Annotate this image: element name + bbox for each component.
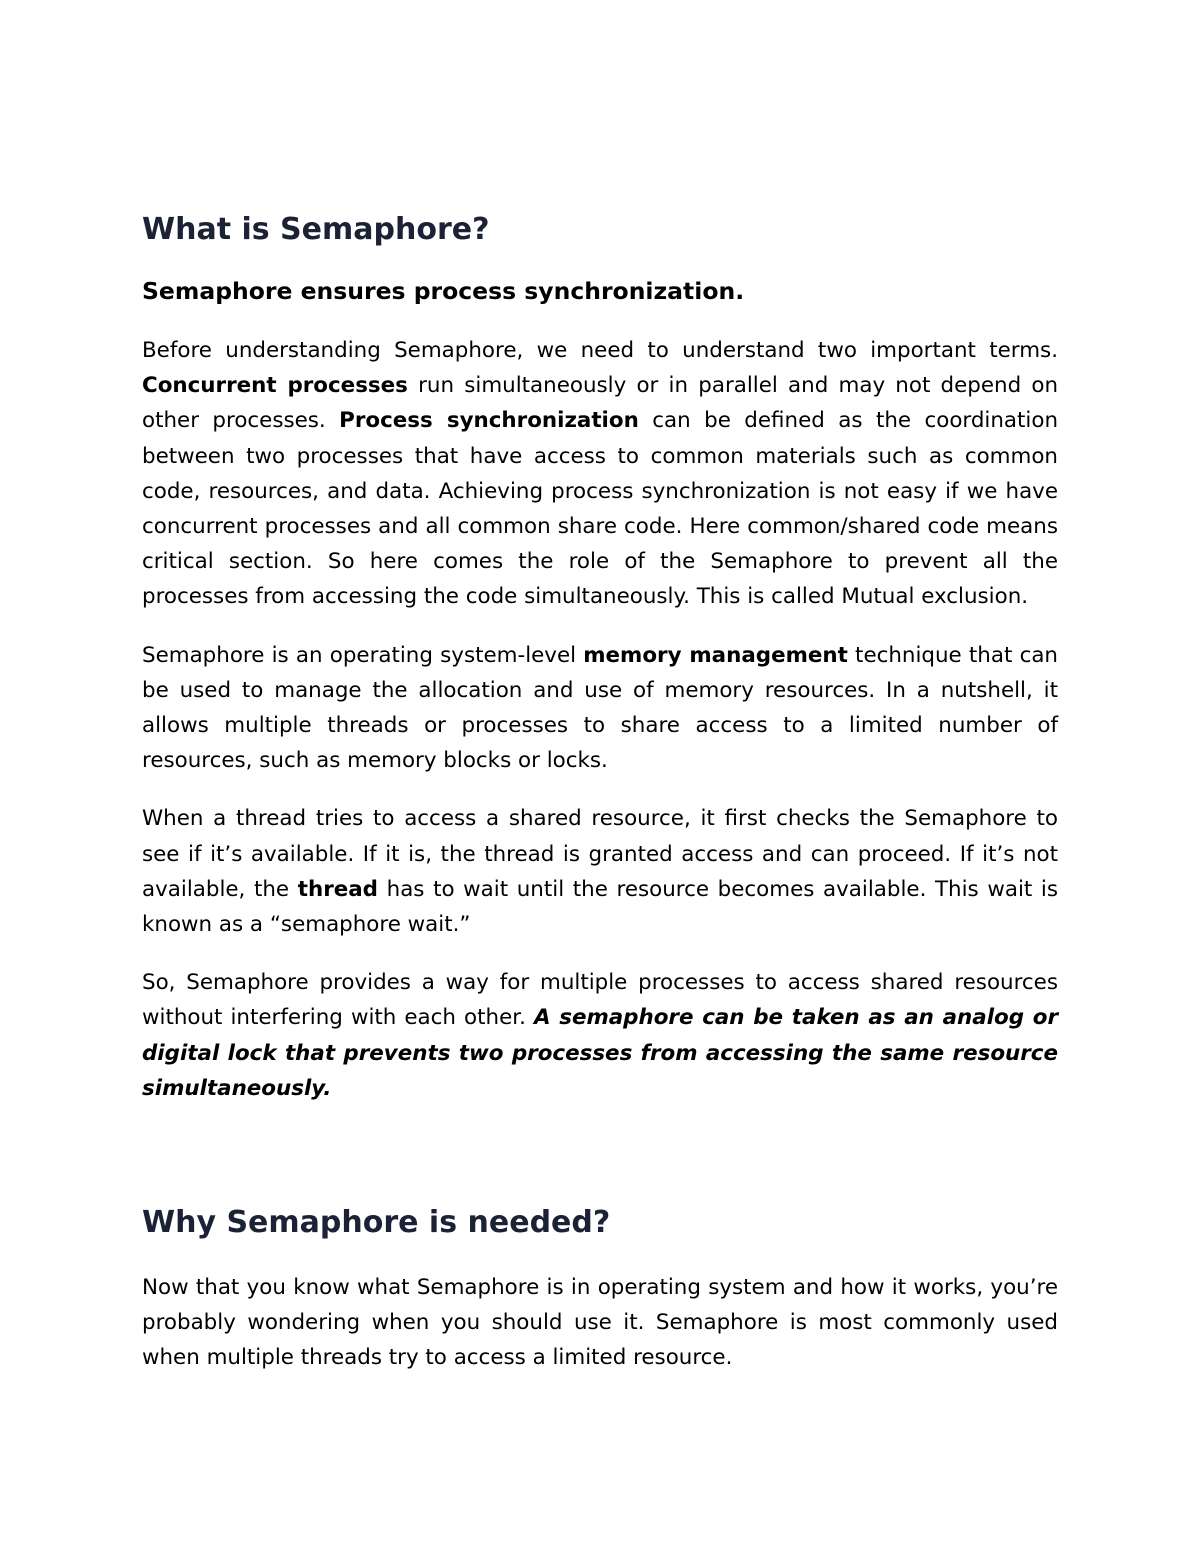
paragraph-intro <box>142 333 1058 615</box>
subheading-process-synchronization: Semaphore ensures process synchronization. <box>142 277 745 305</box>
paragraph-why-text-1: Now that you know what Semaphore is in operating system and how it works, you’re probably wondering when you should use it. Semaphore is most commonly used when multiple threads try to access a limited resource. <box>142 1275 1058 1371</box>
paragraph-intro-text-1: Before understanding Semaphore, we need to understand two important terms. <box>142 338 1058 363</box>
paragraph-summary <box>142 965 1058 1106</box>
paragraph-memory-management <box>142 638 1058 779</box>
heading-why-semaphore-needed: Why Semaphore is needed? <box>142 1205 611 1241</box>
term-concurrent-processes: Concurrent processes <box>142 373 408 399</box>
document-body <box>142 210 1058 1376</box>
emphasis-lock-analogy: A semaphore can be taken as an analog or digital lock that prevents two processes from accessing the same resource simultaneously. <box>142 1005 1059 1101</box>
paragraph-intro-text-2: run simultaneously or in parallel and may not depend on other processes. <box>142 373 1059 434</box>
paragraph-thread-text-2: has to wait until the resource becomes available. This wait is known as a “semaphore wait.” <box>142 876 1058 938</box>
paragraph-summary-text-1: So, Semaphore provides a way for multiple processes to access shared resources without interfering with each other. <box>142 970 1058 1031</box>
term-process-synchronization: Process synchronization <box>339 408 639 434</box>
paragraph-intro-text-3: can be defined as the coordination between two processes that have access to common materials such as common code, resources, and data. Achieving process synchronization is not easy if we have concurrent processes and all common share code. Here common/shared code means critical section. So here comes the role of the Semaphore to prevent all the processes from accessing the code simultaneously. This is called Mutual exclusion. <box>142 408 1059 610</box>
term-memory-management: memory management <box>583 642 848 668</box>
paragraph-memory-text-1: Semaphore is an operating system-level <box>142 642 584 668</box>
paragraph-memory-text-2: technique that can be used to manage the allocation and use of memory resources. In a nutshell, it allows multiple threads or processes to share access to a limited number of resources, such as memory blocks or locks. <box>142 642 1058 774</box>
paragraph-why-needed <box>142 1270 1058 1376</box>
paragraph-thread-text-1: When a thread tries to access a shared resource, it first checks the Semaphore to see if it’s available. If it is, the thread is granted access and can proceed. If it’s not available, the <box>142 806 1058 902</box>
heading-what-is-semaphore: What is Semaphore? <box>142 212 490 247</box>
paragraph-thread-access <box>142 801 1058 942</box>
term-thread: thread <box>297 876 378 902</box>
